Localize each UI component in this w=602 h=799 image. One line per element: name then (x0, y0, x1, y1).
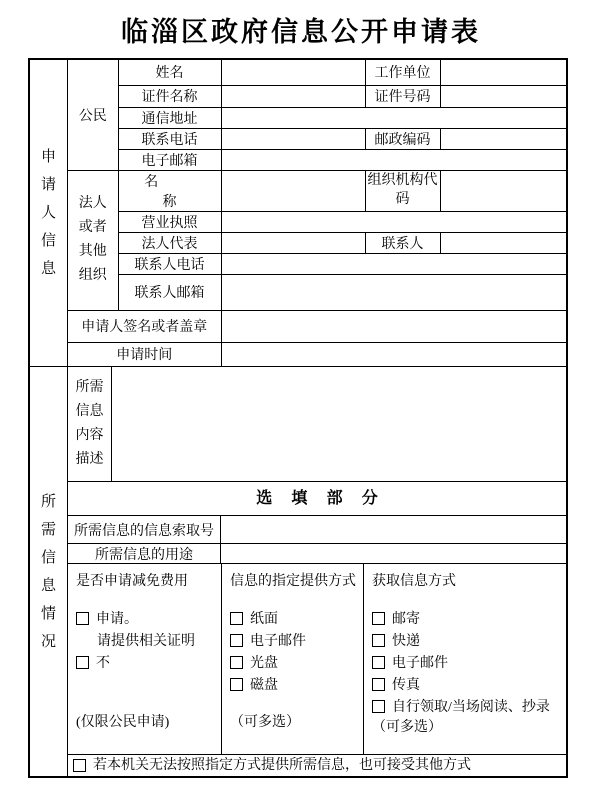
fee-no-checkbox[interactable] (76, 656, 89, 669)
applicant-section-body (68, 60, 566, 366)
contact-email-value-cell[interactable] (221, 274, 566, 310)
index-number-value-cell[interactable] (221, 516, 566, 543)
cert-no-value-cell[interactable] (440, 85, 566, 107)
provide-cd-checkbox[interactable] (230, 656, 243, 669)
description-value-cell[interactable] (112, 367, 566, 481)
org-code-label: 组织机构代码 (365, 170, 440, 211)
obtain-method-column (363, 564, 566, 754)
provide-option-disk: 磁盘 (230, 675, 363, 697)
provide-method-column (221, 564, 363, 754)
org-code-value-cell[interactable] (440, 170, 566, 211)
contact-label: 联系人 (365, 232, 440, 253)
legal-rep-label: 法人代表 (118, 232, 221, 253)
license-label: 营业执照 (118, 211, 221, 232)
fee-apply-checkbox[interactable] (76, 612, 89, 625)
legal-group-label: 法人或者其他组织 (68, 170, 118, 310)
obtain-option-self: 自行领取/当场阅读、抄录 (372, 697, 564, 719)
provide-option-email: 电子邮件 (230, 631, 363, 653)
obtain-method-header: 获取信息方式 (372, 574, 456, 589)
signature-value-cell[interactable] (221, 310, 566, 342)
postcode-label: 邮政编码 (365, 128, 440, 149)
cert-name-value-cell[interactable] (221, 85, 365, 107)
required-info-side-label: 所需信息情况 (40, 493, 56, 650)
index-number-label: 所需信息的信息索取号 (68, 516, 221, 543)
name-value-cell[interactable] (221, 60, 365, 85)
provide-option-paper: 纸面 (230, 609, 363, 631)
required-info-section (30, 366, 566, 776)
options-row (68, 563, 566, 754)
fee-apply-note: 请提供相关证明 (97, 634, 195, 649)
obtain-fax-checkbox[interactable] (372, 678, 385, 691)
signature-label: 申请人签名或者盖章 (68, 310, 221, 342)
provide-option-cd: 光盘 (230, 653, 363, 675)
obtain-option-email: 电子邮件 (372, 653, 564, 675)
applicant-side-cell (30, 60, 68, 366)
obtain-mail-checkbox[interactable] (372, 612, 385, 625)
form-title: 临淄区政府信息公开申请表 (121, 17, 481, 47)
cert-no-label: 证件号码 (365, 85, 440, 107)
obtain-option-fax: 传真 (372, 675, 564, 697)
description-label-cell (68, 367, 112, 481)
contact-value-cell[interactable] (440, 232, 566, 253)
postcode-value-cell[interactable] (440, 128, 566, 149)
phone-value-cell[interactable] (221, 128, 365, 149)
applicant-section (30, 60, 566, 366)
obtain-self-checkbox[interactable] (372, 700, 385, 713)
contact-phone-label: 联系人电话 (118, 253, 221, 274)
obtain-express-checkbox[interactable] (372, 634, 385, 647)
citizen-group-label: 公民 (68, 60, 118, 170)
contact-email-label: 联系人邮箱 (118, 274, 221, 310)
obtain-option-mail: 邮寄 (372, 609, 564, 631)
provide-disk-checkbox[interactable] (230, 678, 243, 691)
description-label: 所需信息内容描述 (75, 380, 104, 467)
work-unit-value-cell[interactable] (440, 60, 566, 85)
obtain-option-express: 快递 (372, 631, 564, 653)
org-name-label: 名称 (118, 170, 221, 211)
phone-label: 联系电话 (118, 128, 221, 149)
applicant-grid (68, 60, 566, 366)
fee-option-no: 不 (76, 653, 221, 675)
required-info-body (68, 367, 566, 776)
work-unit-label: 工作单位 (365, 60, 440, 85)
purpose-label: 所需信息的用途 (68, 544, 221, 563)
address-label: 通信地址 (118, 107, 221, 128)
other-method-checkbox[interactable] (73, 759, 86, 772)
provide-email-checkbox[interactable] (230, 634, 243, 647)
bottom-note-text: 若本机关无法按照指定方式提供所需信息，也可接受其他方式 (93, 758, 471, 773)
fee-waiver-header: 是否申请减免费用 (76, 574, 188, 589)
application-form-table (28, 58, 568, 778)
required-info-side-cell (30, 367, 68, 776)
contact-phone-value-cell[interactable] (221, 253, 566, 274)
obtain-email-checkbox[interactable] (372, 656, 385, 669)
fee-waiver-column (68, 564, 221, 754)
apply-time-label: 申请时间 (68, 342, 221, 366)
optional-section-header-row (68, 481, 566, 515)
email-label: 电子邮箱 (118, 149, 221, 170)
fee-footnote: (仅限公民申请) (76, 715, 170, 730)
purpose-value-cell[interactable] (221, 544, 566, 563)
purpose-row (68, 543, 566, 563)
email-value-cell[interactable] (221, 149, 566, 170)
index-number-row (68, 515, 566, 543)
license-value-cell[interactable] (221, 211, 566, 232)
bottom-note-row (68, 754, 566, 776)
org-name-value-cell[interactable] (221, 170, 365, 211)
name-label: 姓名 (118, 60, 221, 85)
legal-rep-value-cell[interactable] (221, 232, 365, 253)
address-value-cell[interactable] (221, 107, 566, 128)
obtain-footnote: （可多选） (372, 720, 442, 735)
fee-option-apply: 申请。 (76, 609, 221, 631)
provide-method-header: 信息的指定提供方式 (230, 574, 356, 589)
cert-name-label: 证件名称 (118, 85, 221, 107)
provide-footnote: （可多选） (230, 715, 300, 730)
apply-time-value-cell[interactable] (221, 342, 566, 366)
optional-section-header: 选填部分 (256, 490, 397, 507)
provide-paper-checkbox[interactable] (230, 612, 243, 625)
description-row (68, 367, 566, 481)
applicant-side-label: 申请人信息 (40, 149, 56, 277)
